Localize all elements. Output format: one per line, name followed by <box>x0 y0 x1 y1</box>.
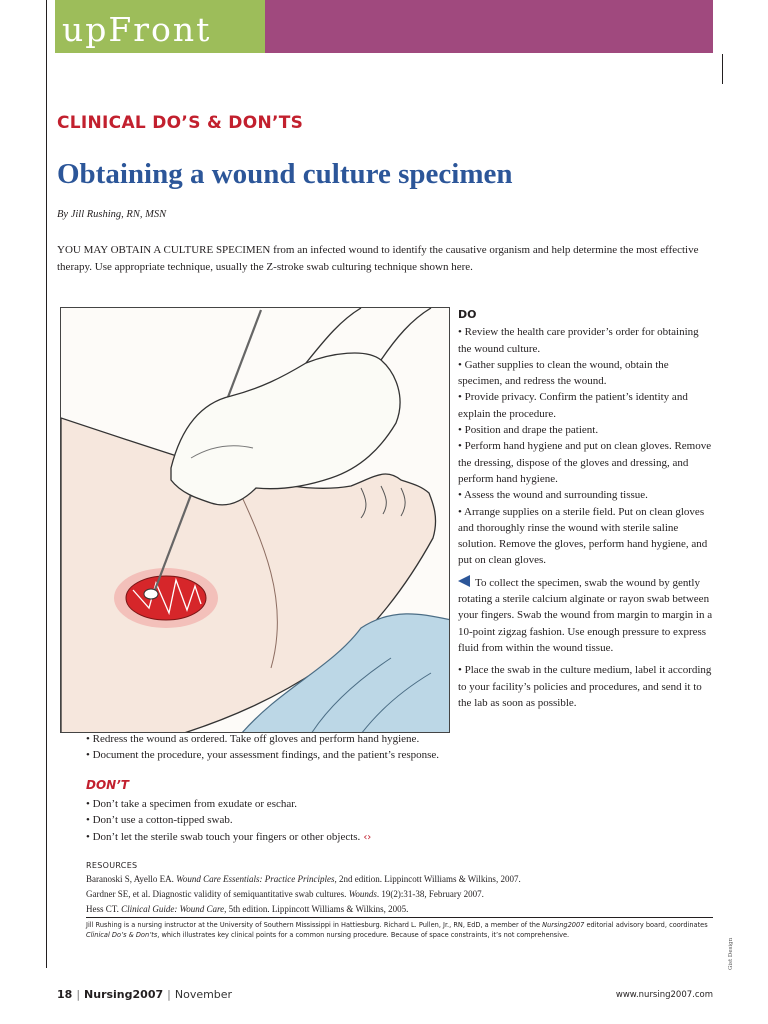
ref-text: Gardner SE, et al. Diagnostic validity of semiquantitative swab cultures. <box>86 888 349 899</box>
ref-title: Wound Care Essentials: Practice Principles <box>176 874 335 884</box>
dont-list <box>86 796 713 846</box>
ref-text: Hess CT. <box>86 903 122 914</box>
after-item: • Redress the wound as ordered. Take off gloves and perform hand hygiene. <box>86 733 420 745</box>
do-column <box>458 307 713 711</box>
reference <box>86 902 713 917</box>
bio-text: Jill Rushing is a nursing instructor at the University of Southern Mississippi in Hattiesburg. Richard L. Pullen, Jr., RN, EdD, a member of the <box>86 921 543 929</box>
author-bio <box>86 920 713 940</box>
reference <box>86 887 713 902</box>
ref-title: Wounds <box>348 888 377 899</box>
right-margin-rule <box>722 54 723 84</box>
end-mark-icon: ‹› <box>363 831 372 843</box>
dont-item-text: • Don’t let the sterile swab touch your fingers or other objects. <box>86 830 361 843</box>
after-items <box>86 731 713 764</box>
left-arrow-icon <box>458 575 470 587</box>
collect-text: To collect the specimen, swab the wound by gently rotating a sterile calcium alginate or rayon swab between your fingers. Swab the wound from margin to margin in a 10-point zigzag fashion. Use enough pressure to express fluid from within the wound tissue. <box>458 576 713 654</box>
illustration-credit: Gist Design <box>728 937 734 970</box>
do-item: • Perform hand hygiene and put on clean gloves. Remove the dressing, dispose of the gloves and dressing, and perform hand hygiene. <box>458 440 712 485</box>
do-item: • Assess the wound and surrounding tissue. <box>458 489 648 502</box>
ref-text: . 19(2):31-38, February 2007. <box>376 888 484 899</box>
ref-text: , 5th edition. Lippincott Williams & Wilkins, 2005. <box>224 903 409 914</box>
resources-divider <box>86 917 713 918</box>
byline: By Jill Rushing, RN, MSN <box>57 209 167 220</box>
resources-heading: RESOURCES <box>86 861 138 870</box>
bio-italic: Clinical Do’s & Don’ts <box>86 931 158 939</box>
ref-title: Clinical Guide: Wound Care <box>121 903 225 914</box>
do-item: • Gather supplies to clean the wound, obtain the specimen, and redress the wound. <box>458 358 669 388</box>
department-heading: CLINICAL DO’S & DON’TS <box>57 113 304 133</box>
magazine-name: Nursing2007 <box>84 988 164 1001</box>
collect-specimen-paragraph <box>458 575 713 656</box>
website-url: www.nursing2007.com <box>615 990 713 1000</box>
ref-text: Baranoski S, Ayello EA. <box>86 874 177 884</box>
page-number: 18 <box>57 988 73 1001</box>
article-title: Obtaining a wound culture specimen <box>57 158 513 190</box>
issue-month: November <box>174 988 233 1001</box>
intro-lead: YOU MAY OBTAIN A CULTURE SPECIMEN <box>57 244 271 256</box>
do-item: • Provide privacy. Confirm the patient’s identity and explain the procedure. <box>458 391 688 420</box>
resources-list <box>86 872 713 916</box>
ref-text: , 2nd edition. Lippincott Williams & Wilkins, 2007. <box>334 874 521 884</box>
bio-text: editorial advisory board, coordinates <box>584 921 708 929</box>
left-margin-rule <box>46 0 47 968</box>
reference <box>86 872 713 887</box>
swab-tip <box>144 589 158 599</box>
after-item: • Document the procedure, your assessment findings, and the patient’s response. <box>86 749 440 762</box>
wound-bed <box>126 576 206 620</box>
footer-separator: | <box>167 988 171 1001</box>
intro-text: from an infected wound to identify the causative organism and help determine the most effective therapy. Use appropriate technique, usually the Z-stroke swab culturing technique shown here. <box>57 244 699 273</box>
intro-paragraph <box>57 242 713 275</box>
dont-item: • Don’t use a cotton-tipped swab. <box>86 814 233 827</box>
section-band-magenta <box>265 0 713 53</box>
do-item: • Position and drape the patient. <box>458 424 599 437</box>
dont-item-last <box>86 829 713 846</box>
bio-italic: Nursing2007 <box>542 921 585 929</box>
page-footer <box>57 988 713 1004</box>
wound-swab-illustration <box>60 307 450 733</box>
footer-separator: | <box>76 988 81 1001</box>
dont-item: • Don’t take a specimen from exudate or eschar. <box>86 798 298 810</box>
do-item: • Review the health care provider’s order for obtaining the wound culture. <box>458 326 699 355</box>
dont-heading: DON’T <box>86 778 129 792</box>
place-swab-item: • Place the swab in the culture medium, label it according to your facility’s policies and procedures, and send it to the lab as soon as possible. <box>458 664 712 709</box>
section-title: upFront <box>62 10 212 49</box>
do-heading: DO <box>458 308 477 321</box>
do-item: • Arrange supplies on a sterile field. Put on clean gloves and thoroughly rinse the wound with sterile saline solution. Remove the gloves, perform hand hygiene, and put on clean gloves. <box>458 505 708 567</box>
bio-text: , which illustrates key clinical points for a common nursing procedure. Because of space constraints, it’s not comprehensive. <box>157 931 570 939</box>
